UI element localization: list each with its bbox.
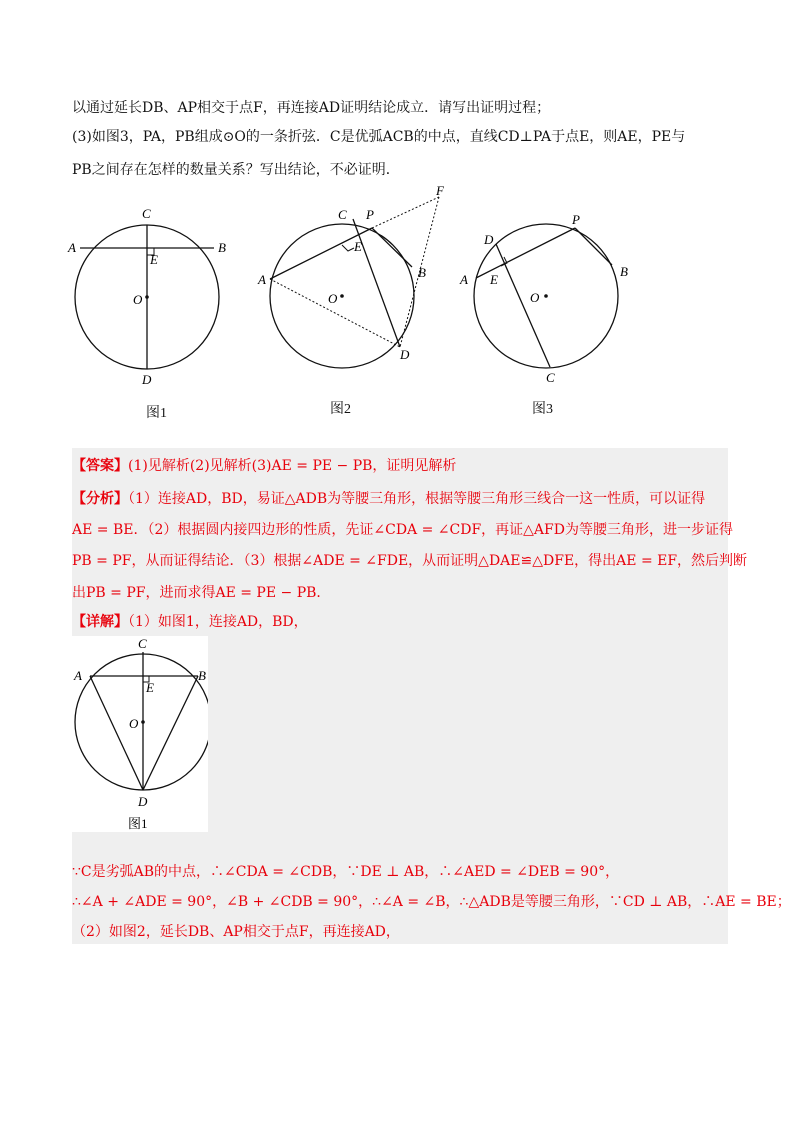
analysis-text-1: （1）连接AD，BD，易证△ADB为等腰三角形，根据等腰三角形三线合一这一性质，可以证得: [128, 491, 706, 507]
problem-line-2: (3)如图3，PA，PB组成⊙O的一条折弦．C是优弧ACB的中点，直线CD⊥PA于点E，则AE，PE与: [72, 129, 686, 145]
figure-3: [450, 200, 640, 394]
fig1-label-e: E: [150, 252, 158, 267]
answer-line: [72, 456, 456, 476]
analysis-mark: 【分析】: [72, 491, 128, 507]
fig2-label-a: A: [258, 272, 266, 287]
fig4-label-b: B: [198, 668, 206, 683]
fig2-label-c: C: [338, 207, 347, 222]
fig3-label-e: E: [490, 272, 498, 287]
proof-line-2: ∴∠A + ∠ADE = 90°，∠B + ∠CDB = 90°，∴∠A = ∠B，∴△ADB是等腰三角形，∵CD ⊥ AB，∴AE = BE；: [72, 894, 791, 910]
fig1-label-a: A: [68, 240, 76, 255]
analysis-line-3: PB = PF，从而证得结论．（3）根据∠ADE = ∠FDE，从而证明△DAE≌△DFE，得出AE = EF，然后判断: [72, 553, 748, 569]
fig4-label-a: A: [74, 668, 82, 683]
fig4-label-d: D: [138, 794, 148, 809]
fig1-label-c: C: [142, 206, 151, 221]
fig3-label-d: D: [484, 232, 494, 247]
proof-line-1: ∵C是劣弧AB的中点，∴∠CDA = ∠CDB，∵DE ⊥ AB，∴∠AED = ∠DEB = 90°，: [72, 864, 620, 880]
detail-mark: 【详解】: [72, 614, 128, 630]
fig3-label-a: A: [460, 272, 468, 287]
problem-line-3: PB之间存在怎样的数量关系？写出结论，不必证明．: [72, 162, 400, 178]
fig4-label-o: O: [129, 716, 139, 731]
fig2-label-d: D: [400, 347, 410, 362]
fig2-label-f: F: [436, 185, 444, 198]
fig1-label-b: B: [218, 240, 226, 255]
fig2-label-b: B: [418, 265, 426, 280]
answer-text: (1)见解析(2)见解析(3)AE = PE − PB，证明见解析: [128, 458, 457, 474]
fig2-label-e: E: [354, 239, 362, 254]
fig3-caption: 图3: [532, 402, 553, 417]
analysis-line-4: 出PB = PF，进而求得AE = PE − PB．: [72, 585, 331, 601]
analysis-line-2: AE = BE．（2）根据圆内接四边形的性质，先证∠CDA = ∠CDF，再证△AFD为等腰三角形，进一步证得: [72, 522, 733, 538]
figure-1: [60, 200, 250, 404]
problem-line-1: 以通过延长DB、AP相交于点F，再连接AD证明结论成立．请写出证明过程；: [72, 100, 551, 116]
figure-2: [250, 185, 460, 389]
inner-figure-1: [72, 636, 208, 832]
fig4-label-e: E: [146, 680, 154, 695]
fig1-caption: 图1: [146, 406, 167, 421]
fig1-label-d: D: [142, 372, 152, 387]
fig3-label-o: O: [530, 290, 540, 305]
fig3-label-c: C: [546, 370, 555, 385]
fig2-caption: 图2: [330, 402, 351, 417]
detail-line-1: [72, 612, 308, 632]
fig4-caption: 图1: [128, 816, 148, 831]
fig3-label-p: P: [572, 212, 580, 227]
fig3-label-b: B: [620, 264, 628, 279]
fig1-label-o: O: [133, 292, 143, 307]
fig2-label-p: P: [366, 207, 374, 222]
proof-line-3: （2）如图2，延长DB、AP相交于点F，再连接AD，: [72, 924, 400, 940]
detail-text-1: （1）如图1，连接AD，BD，: [128, 614, 308, 630]
analysis-line-1: [72, 489, 705, 509]
answer-mark: 【答案】: [72, 458, 128, 474]
fig2-label-o: O: [328, 291, 338, 306]
fig4-label-c: C: [138, 636, 147, 651]
